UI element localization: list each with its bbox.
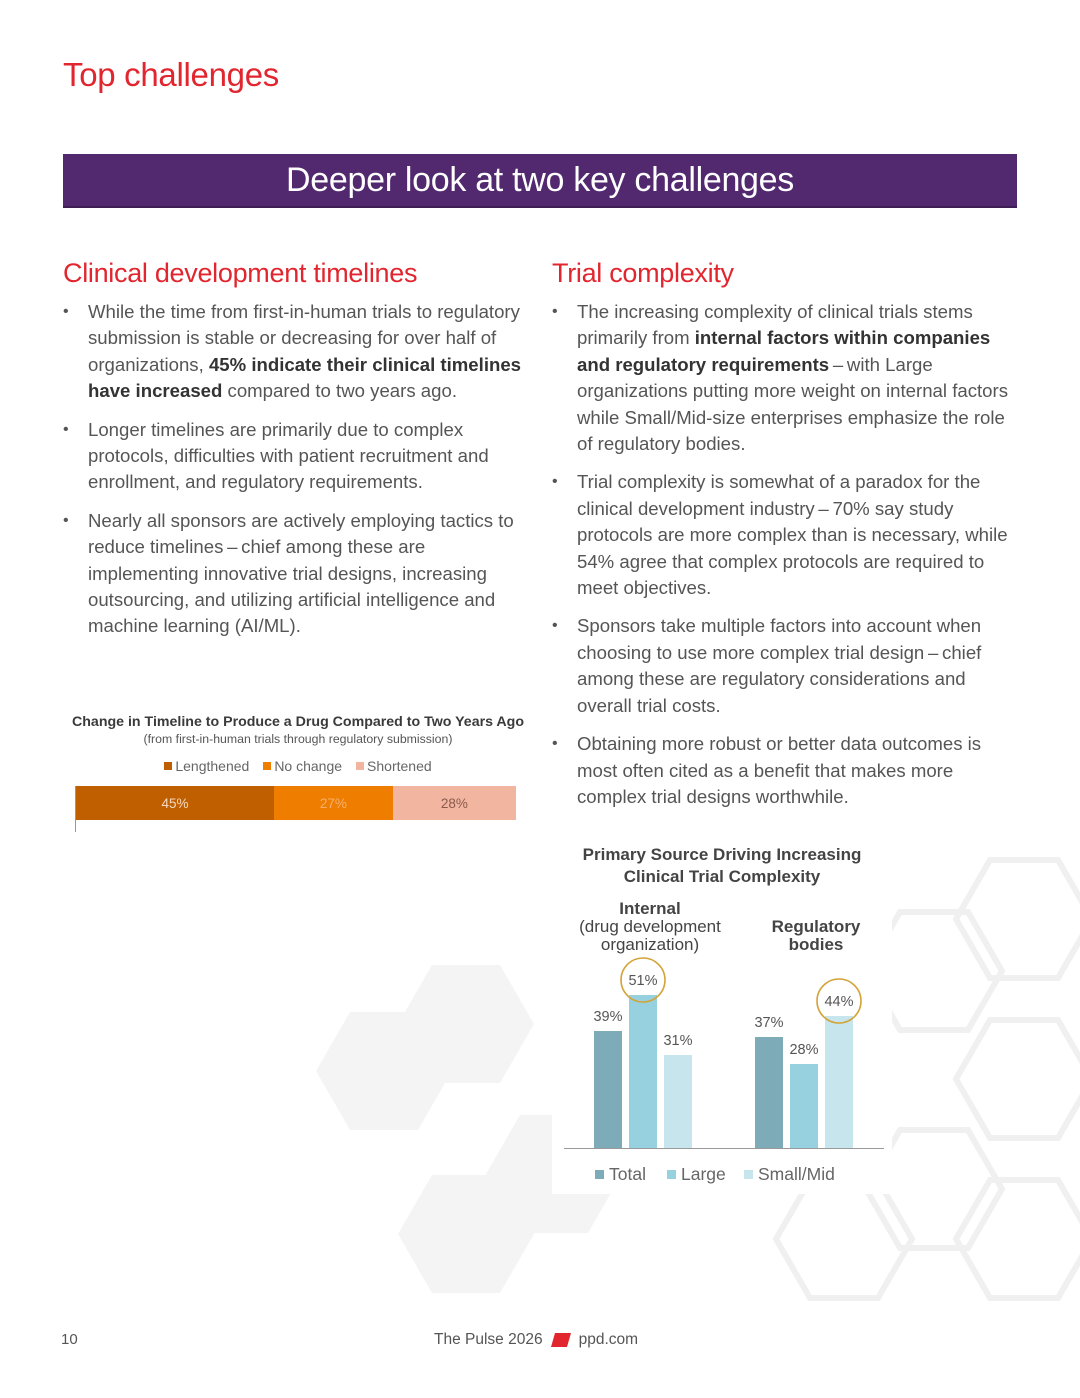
bar-value-label: 51% (628, 973, 658, 989)
section-banner (63, 154, 1017, 208)
category-label: Internal (619, 899, 681, 918)
timelines-bullet-list (63, 299, 523, 640)
timeline-chart-title: Change in Timeline to Produce a Drug Compared to Two Years Ago (72, 714, 524, 730)
page-title: Top challenges (63, 56, 279, 93)
bar-value-label: 44% (824, 994, 854, 1010)
footer-publication (434, 1331, 638, 1349)
legend-item (263, 758, 342, 774)
complexity-bullet-list (552, 299, 1022, 810)
timelines-column (63, 258, 523, 652)
legend-label: Total (609, 1164, 646, 1184)
page-number: 10 (61, 1331, 78, 1348)
bullet-item (63, 508, 523, 640)
bullet-item (63, 299, 523, 405)
bullet-text: Trial complexity is somewhat of a paradox for the clinical development industry – 70% say study protocols are more complex than is necessary, while 54% agree that complex protocols are required to meet objectives. (577, 471, 1008, 599)
bullet-item (552, 613, 1022, 719)
bar-value-label: 31% (663, 1033, 693, 1049)
legend-swatch (744, 1170, 753, 1179)
bar (594, 1031, 622, 1148)
legend-item (356, 758, 432, 774)
bullet-text: While the time from first-in-human trials to regulatory submission is stable or decreasing for over half of organizations, (88, 301, 520, 375)
bullet-text: The increasing complexity of clinical trials stems primarily from (577, 301, 973, 349)
category-label: (drug development (579, 917, 721, 936)
bar (755, 1037, 783, 1148)
bullet-item (552, 299, 1022, 457)
timeline-chart-subtitle: (from first-in-human trials through regulatory submission) (143, 732, 453, 746)
legend-label: Large (681, 1164, 726, 1184)
bar (664, 1055, 692, 1148)
timeline-bar-segment (76, 786, 274, 820)
bar-value-label: 37% (754, 1015, 784, 1031)
complexity-chart-title-line-2: Clinical Trial Complexity (623, 867, 821, 886)
timeline-bar-label: 27% (319, 795, 347, 811)
timeline-bar-segment (393, 786, 516, 820)
category-label: Regulatory (771, 917, 861, 936)
bullet-text: – with Large organizations putting more weight on internal factors while Small/Mid-size enterprises emphasize the role of regulatory bodies. (577, 353, 1008, 455)
bullet-text: Sponsors take multiple factors into account when choosing to use more complex trial design – chief among these are regulatory considerations and overall trial costs. (577, 615, 982, 716)
bullet-text: Nearly all sponsors are actively employing tactics to reduce timelines – chief among these are implementing innovative trial designs, increasing outsourcing, and utilizing artificial intelligence and machine learning (AI/ML). (88, 509, 514, 637)
legend-label: Small/Mid (758, 1164, 835, 1184)
bar (629, 995, 657, 1148)
timelines-heading: Clinical development timelines (63, 258, 418, 288)
bullet-text: Longer timelines are primarily due to complex protocols, difficulties with patient recruitment and enrollment, and regulatory requirements. (88, 418, 489, 493)
category-label: bodies (788, 935, 844, 954)
bar (825, 1016, 853, 1148)
timeline-bar-label: 28% (440, 795, 468, 811)
legend-label: No change (274, 758, 343, 774)
bullet-text: Obtaining more robust or better data outcomes is most often cited as a benefit that makes more complex trial designs worthwhile. (577, 733, 982, 807)
bullet-emphasis: 45% indicate their clinical timelines have increased (88, 353, 522, 402)
site-link[interactable]: ppd.com (578, 1331, 639, 1348)
timeline-chart-legend (63, 758, 533, 774)
complexity-heading: Trial complexity (552, 258, 734, 288)
bullet-emphasis: internal factors within companies and regulatory requirements (577, 327, 991, 375)
bullet-item (552, 731, 1022, 810)
bar-value-label: 39% (593, 1009, 623, 1025)
bullet-item (63, 417, 523, 496)
legend-label: Shortened (367, 758, 432, 774)
bullet-text: compared to two years ago. (222, 380, 457, 402)
complexity-chart-plot (552, 838, 892, 1194)
timeline-bar-label: 45% (161, 795, 189, 811)
timeline-stacked-bar (76, 786, 516, 820)
ppd-logo-icon (551, 1333, 571, 1347)
legend-swatch (263, 762, 271, 770)
publication-name: The Pulse 2026 (434, 1331, 543, 1348)
bar (790, 1064, 818, 1148)
bullet-item (552, 469, 1022, 601)
bar-value-label: 28% (789, 1042, 819, 1058)
complexity-column (552, 258, 1022, 822)
legend-item (164, 758, 249, 774)
legend-swatch (164, 762, 172, 770)
legend-swatch (667, 1170, 676, 1179)
legend-label: Lengthened (175, 758, 250, 774)
timeline-bar-area (75, 786, 516, 832)
complexity-chart-title-line-1: Primary Source Driving Increasing (582, 845, 862, 864)
legend-swatch (356, 762, 364, 770)
complexity-source-chart (552, 838, 892, 1194)
timeline-change-chart (63, 714, 533, 811)
category-label: organization) (600, 935, 700, 954)
legend-swatch (595, 1170, 604, 1179)
banner-text: Deeper look at two key challenges (286, 160, 794, 199)
timeline-bar-segment (274, 786, 393, 820)
